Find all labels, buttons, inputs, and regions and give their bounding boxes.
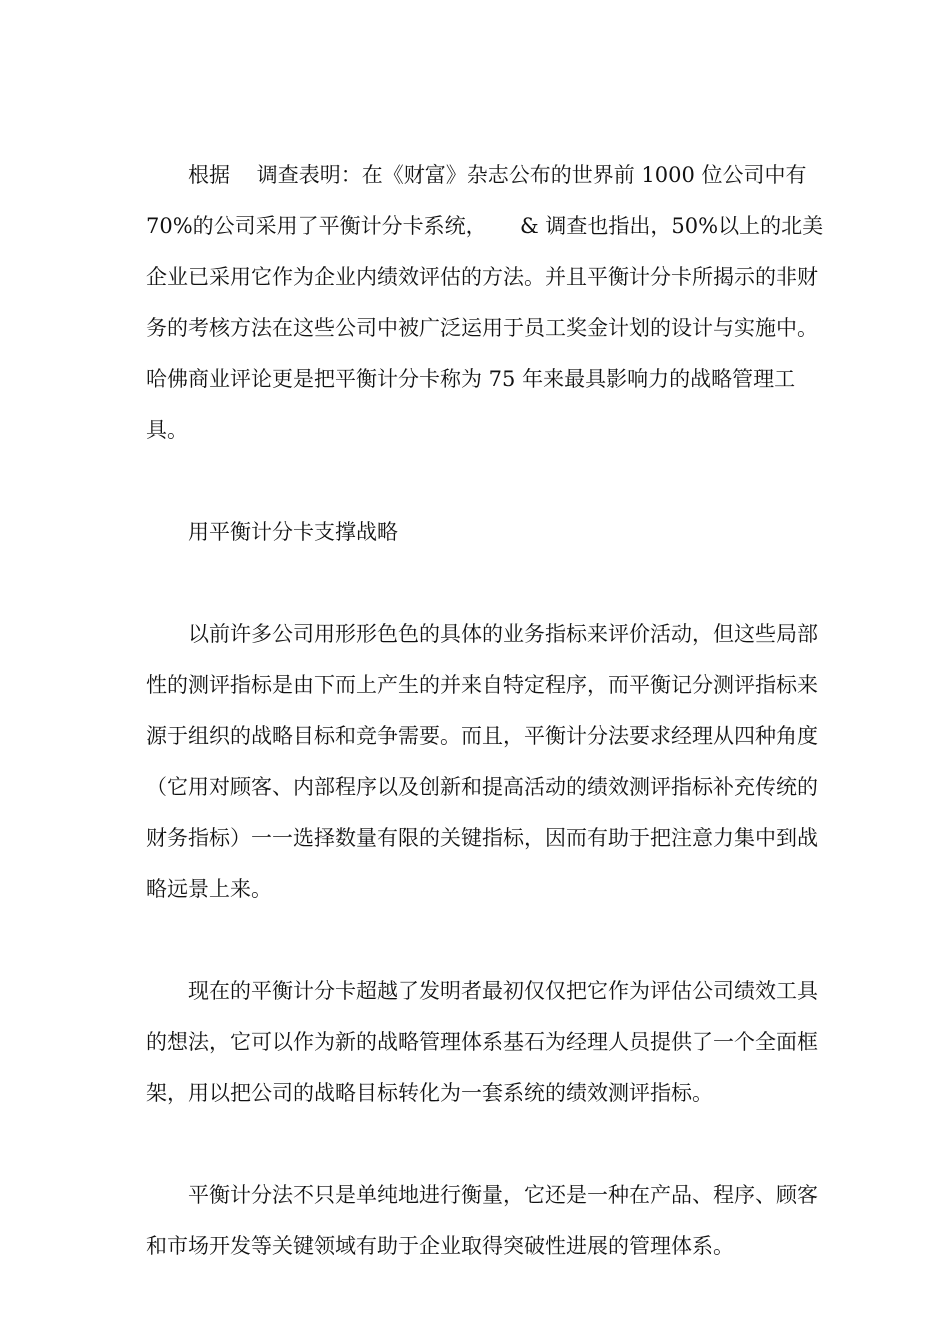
paragraph-strategy: 以前许多公司用形形色色的具体的业务指标来评价活动，但这些局部性的测评指标是由下而上产生的并来自特定程序，而平衡记分测评指标来源于组织的战略目标和竞争需要。而且，平衡计分法要求经理从四种角度（它用对顾客、内部程序以及创新和提高活动的绩效测评指标补充传统的财务指标）一一选择数量有限的关键指标，因而有助于把注意力集中到战略远景上来。	[146, 622, 818, 901]
section-heading: 用平衡计分卡支撑战略	[188, 520, 398, 544]
paragraph-survey: 根据 调查表明：在《财富》杂志公布的世界前 1000 位公司中有 70%的公司采用了平衡计分卡系统， & 调查也指出，50%以上的北美企业已采用它作为企业内绩效评估的方法。并且平衡计分卡所揭示的非财务的考核方法在这些公司中被广泛运用于员工奖金计划的设计与实施中。哈佛商业评论更是把平衡计分卡称为 75 年来最具影响力的战略管理工具。	[146, 163, 824, 442]
paragraph-gap	[146, 1119, 826, 1170]
paragraph-gap	[146, 558, 826, 609]
paragraph-management-system: 平衡计分法不只是单纯地进行衡量，它还是一种在产品、程序、顾客和市场开发等关键领域有助于企业取得突破性进展的管理体系。	[146, 1183, 818, 1258]
paragraph-framework: 现在的平衡计分卡超越了发明者最初仅仅把它作为评估公司绩效工具的想法，它可以作为新的战略管理体系基石为经理人员提供了一个全面框架，用以把公司的战略目标转化为一套系统的绩效测评指标。	[146, 979, 818, 1105]
document-body	[146, 150, 826, 1272]
paragraph-gap	[146, 456, 826, 507]
paragraph-gap	[146, 915, 826, 966]
